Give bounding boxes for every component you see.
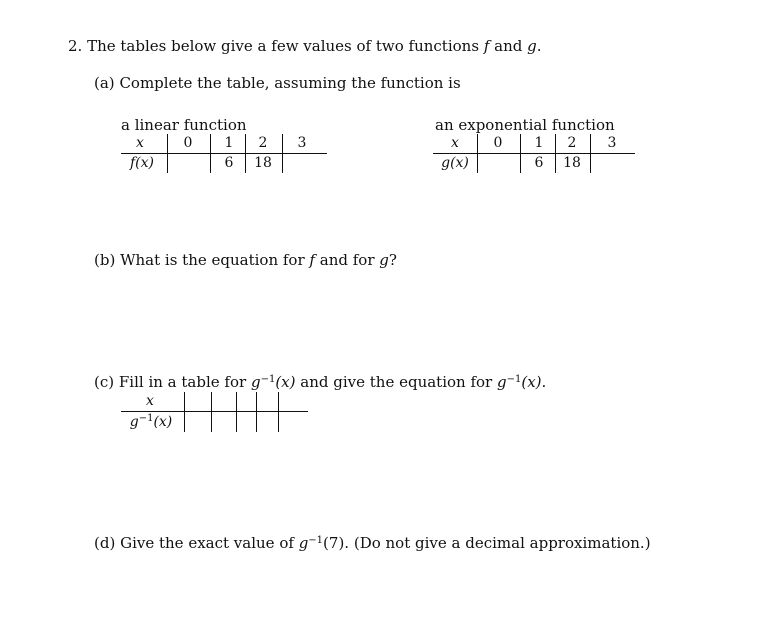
part-a-label: (a) [94, 74, 115, 92]
inverse-table-rule [121, 411, 308, 412]
exponential-x-2: 2 [567, 135, 577, 151]
linear-x-0: 0 [183, 135, 193, 151]
part-d-prompt: (d) Give the exact value of $g^{-1}(7)$. (Do not give a decimal approximation.) [94, 534, 651, 552]
exponential-x-3: 3 [607, 135, 617, 151]
function-f-symbol: f [483, 37, 490, 55]
exponential-g-2: 6 [534, 155, 544, 171]
problem-number: 2. [68, 37, 83, 55]
exponential-g-label: g(x) [441, 155, 469, 171]
linear-f-3: 18 [254, 155, 272, 171]
problem-statement: 2. The tables below give a few values of two functions f and g. [68, 37, 542, 55]
linear-table-rule [121, 153, 327, 154]
conjunction: and [494, 37, 523, 55]
function-g-symbol: g [527, 37, 537, 55]
part-b-prompt: (b) What is the equation for f and for g? [94, 251, 397, 269]
exponential-g-3: 18 [563, 155, 581, 171]
part-a-prompt [94, 74, 461, 92]
linear-table-divider [167, 134, 168, 173]
linear-x-label: x [136, 135, 144, 151]
exponential-caption: an exponential function [435, 116, 615, 134]
problem-intro: The tables below give a few values of two functions [87, 37, 480, 55]
part-c-prompt: (c) Fill in a table for $g^{-1}(x)$ and give the equation for $g^{-1}(x)$. [94, 373, 547, 391]
part-a-text: Complete the table, assuming the function is [119, 74, 461, 92]
exponential-x-label: x [451, 135, 459, 151]
linear-x-3: 3 [297, 135, 307, 151]
part-b-label: (b) [94, 251, 116, 269]
linear-f-label: f(x) [129, 155, 154, 171]
inverse-x-label: x [146, 393, 154, 409]
exponential-x-1: 1 [534, 135, 544, 151]
linear-caption: a linear function [121, 116, 247, 134]
inverse-g-label: $g^{-1}(x)$ [129, 413, 173, 430]
linear-x-2: 2 [258, 135, 268, 151]
linear-f-2: 6 [224, 155, 234, 171]
exponential-table-rule [433, 153, 635, 154]
linear-x-1: 1 [224, 135, 234, 151]
exponential-table-divider [477, 134, 478, 173]
part-c-label: (c) [94, 373, 115, 391]
exponential-x-0: 0 [493, 135, 503, 151]
part-d-label: (d) [94, 534, 116, 552]
inverse-table-divider [184, 392, 185, 432]
